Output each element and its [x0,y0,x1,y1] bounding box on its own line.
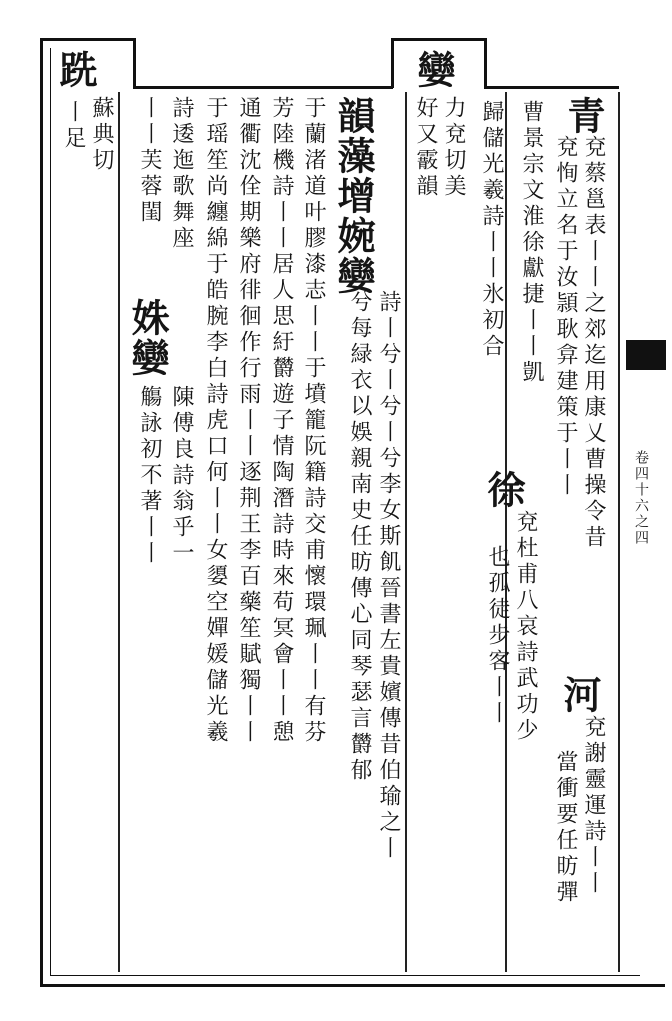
text-column: 芳陸機詩丨丨居人思紆欝遊子情陶潛詩時來苟冥會丨丨憩 [269,96,294,746]
frame-top-left [40,38,135,41]
frame-left [40,38,43,986]
text-column: 陳傅良詩翁乎一 [169,385,194,567]
column-rule [618,92,620,972]
frame-top-right [391,38,486,41]
column-rule [118,92,120,972]
text-column: 兗謝靈運詩丨丨 [581,715,606,897]
text-column: 觴詠初不著丨丨 [137,385,162,567]
text-column: 曹景宗文淮徐獻捷丨丨凱 [519,100,544,386]
text-column: 于蘭渚道叶膠漆志丨丨于墳籠阮籍詩交甫懷環珮丨丨有芬 [301,96,326,746]
text-column: 丨足 [61,100,86,152]
frame-inner-left [50,48,51,976]
text-column: 歸儲光羲詩丨丨氷初合 [479,100,504,360]
margin-volume-label: 卷四十六之四 [633,450,649,546]
headword-xu: 徐 [481,470,526,510]
text-column: 于瑶笙尚纏綿于皓腕李白詩虎口何丨丨女嬃空嬋媛儲光羲 [203,96,228,746]
text-column: 通衢沈佺期樂府徘徊作行雨丨丨逐荆王李百藥笙賦獨丨丨 [236,96,261,746]
text-column: 也孤徒步客丨丨 [485,545,510,727]
headword-qing: 青 [561,96,606,136]
frame-inner-bottom [50,975,640,976]
headword-xian: 跣 [53,50,98,90]
frame-bottom [40,984,665,987]
headword-luan: 孌 [411,50,456,90]
text-column: 詩丨兮丨兮丨兮李女斯飢晉書左貴嬪傳昔伯瑜之丨 [376,290,401,862]
margin-black-mark [626,340,666,370]
headword-yunzao: 韻藻增婉孌 [331,96,376,296]
text-column: 兗恂立名于汝頴耿弇建策于丨丨 [553,135,578,499]
frame-top-step [133,38,136,88]
text-column: 當衝要任昉彈 [553,750,578,906]
text-column: 丨丨芙蓉閨 [137,96,162,226]
headword-he: 河 [557,675,602,715]
text-column: 好又霰韻 [413,96,438,200]
text-column: 兗杜甫八哀詩武功少 [513,510,538,744]
text-column: 詩逶迤歌舞座 [169,96,194,252]
frame-top-step3 [484,38,487,88]
text-column: 兗蔡邕表丨丨之郊迄用康乂曹操令昔 [581,135,606,551]
text-column: 兮每緑衣以娛親南史任昉傳心同琴瑟言欝郁 [347,290,372,784]
text-column: 力兗切美 [441,96,466,200]
column-rule [505,92,507,972]
frame-top-far [484,86,619,89]
column-rule [405,92,407,972]
frame-top-mid [133,86,393,89]
text-column: 蘇典切 [89,96,114,174]
frame-top-step2 [391,38,394,88]
headword-shuluan: 姝孌 [125,298,170,378]
